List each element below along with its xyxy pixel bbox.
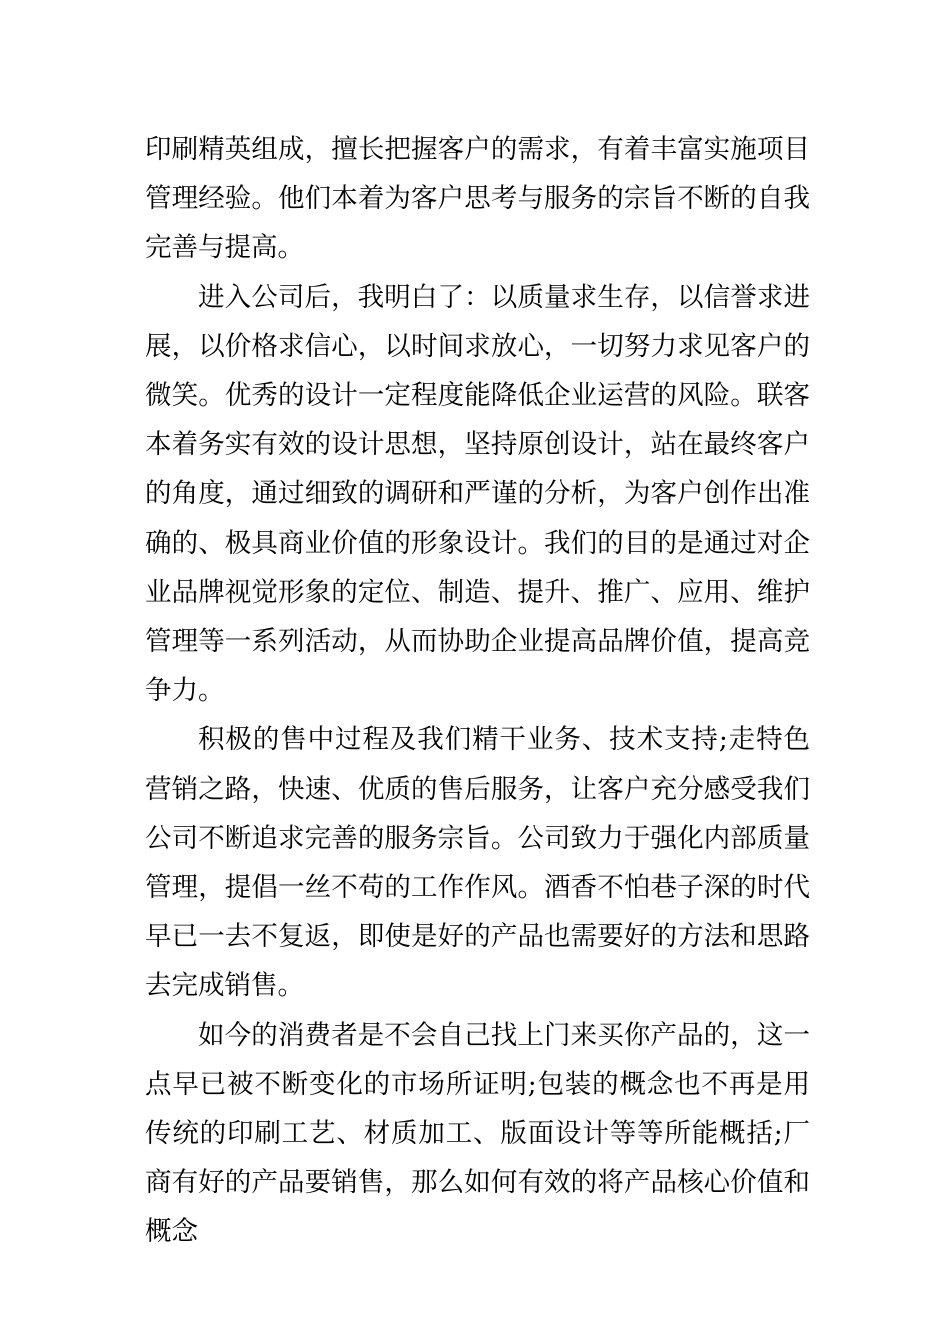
paragraph-2: 进入公司后，我明白了：以质量求生存，以信誉求进展，以价格求信心，以时间求放心，一切努力求见客户的微笑。优秀的设计一定程度能降低企业运营的风险。联客本着务实有效的设计思想，坚持原创设计，站在最终客户的角度，通过细致的调研和严谨的分析，为客户创作出准确的、极具商业价值的形象设计。我们的目的是通过对企业品牌视觉形象的定位、制造、提升、推广、应用、维护管理等一系列活动，从而协助企业提高品牌价值，提高竞争力。 [145, 281, 810, 707]
paragraph-3: 积极的售中过程及我们精干业务、技术支持;走特色营销之路，快速、优质的售后服务，让客户充分感受我们公司不断追求完善的服务宗旨。公司致力于强化内部质量管理，提倡一丝不苟的工作作风。酒香不怕巷子深的时代早已一去不复返，即使是好的产品也需要好的方法和思路去完成销售。 [145, 724, 810, 1002]
document-body [145, 125, 810, 1257]
paragraph-1: 印刷精英组成，擅长把握客户的需求，有着丰富实施项目管理经验。他们本着为客户思考与服务的宗旨不断的自我完善与提高。 [145, 134, 810, 264]
paragraph-4: 如今的消费者是不会自己找上门来买你产品的，这一点早已被不断变化的市场所证明;包装的概念也不再是用传统的印刷工艺、材质加工、版面设计等等所能概括;厂商有好的产品要销售，那么如何有效的将产品核心价值和概念 [145, 1019, 810, 1248]
